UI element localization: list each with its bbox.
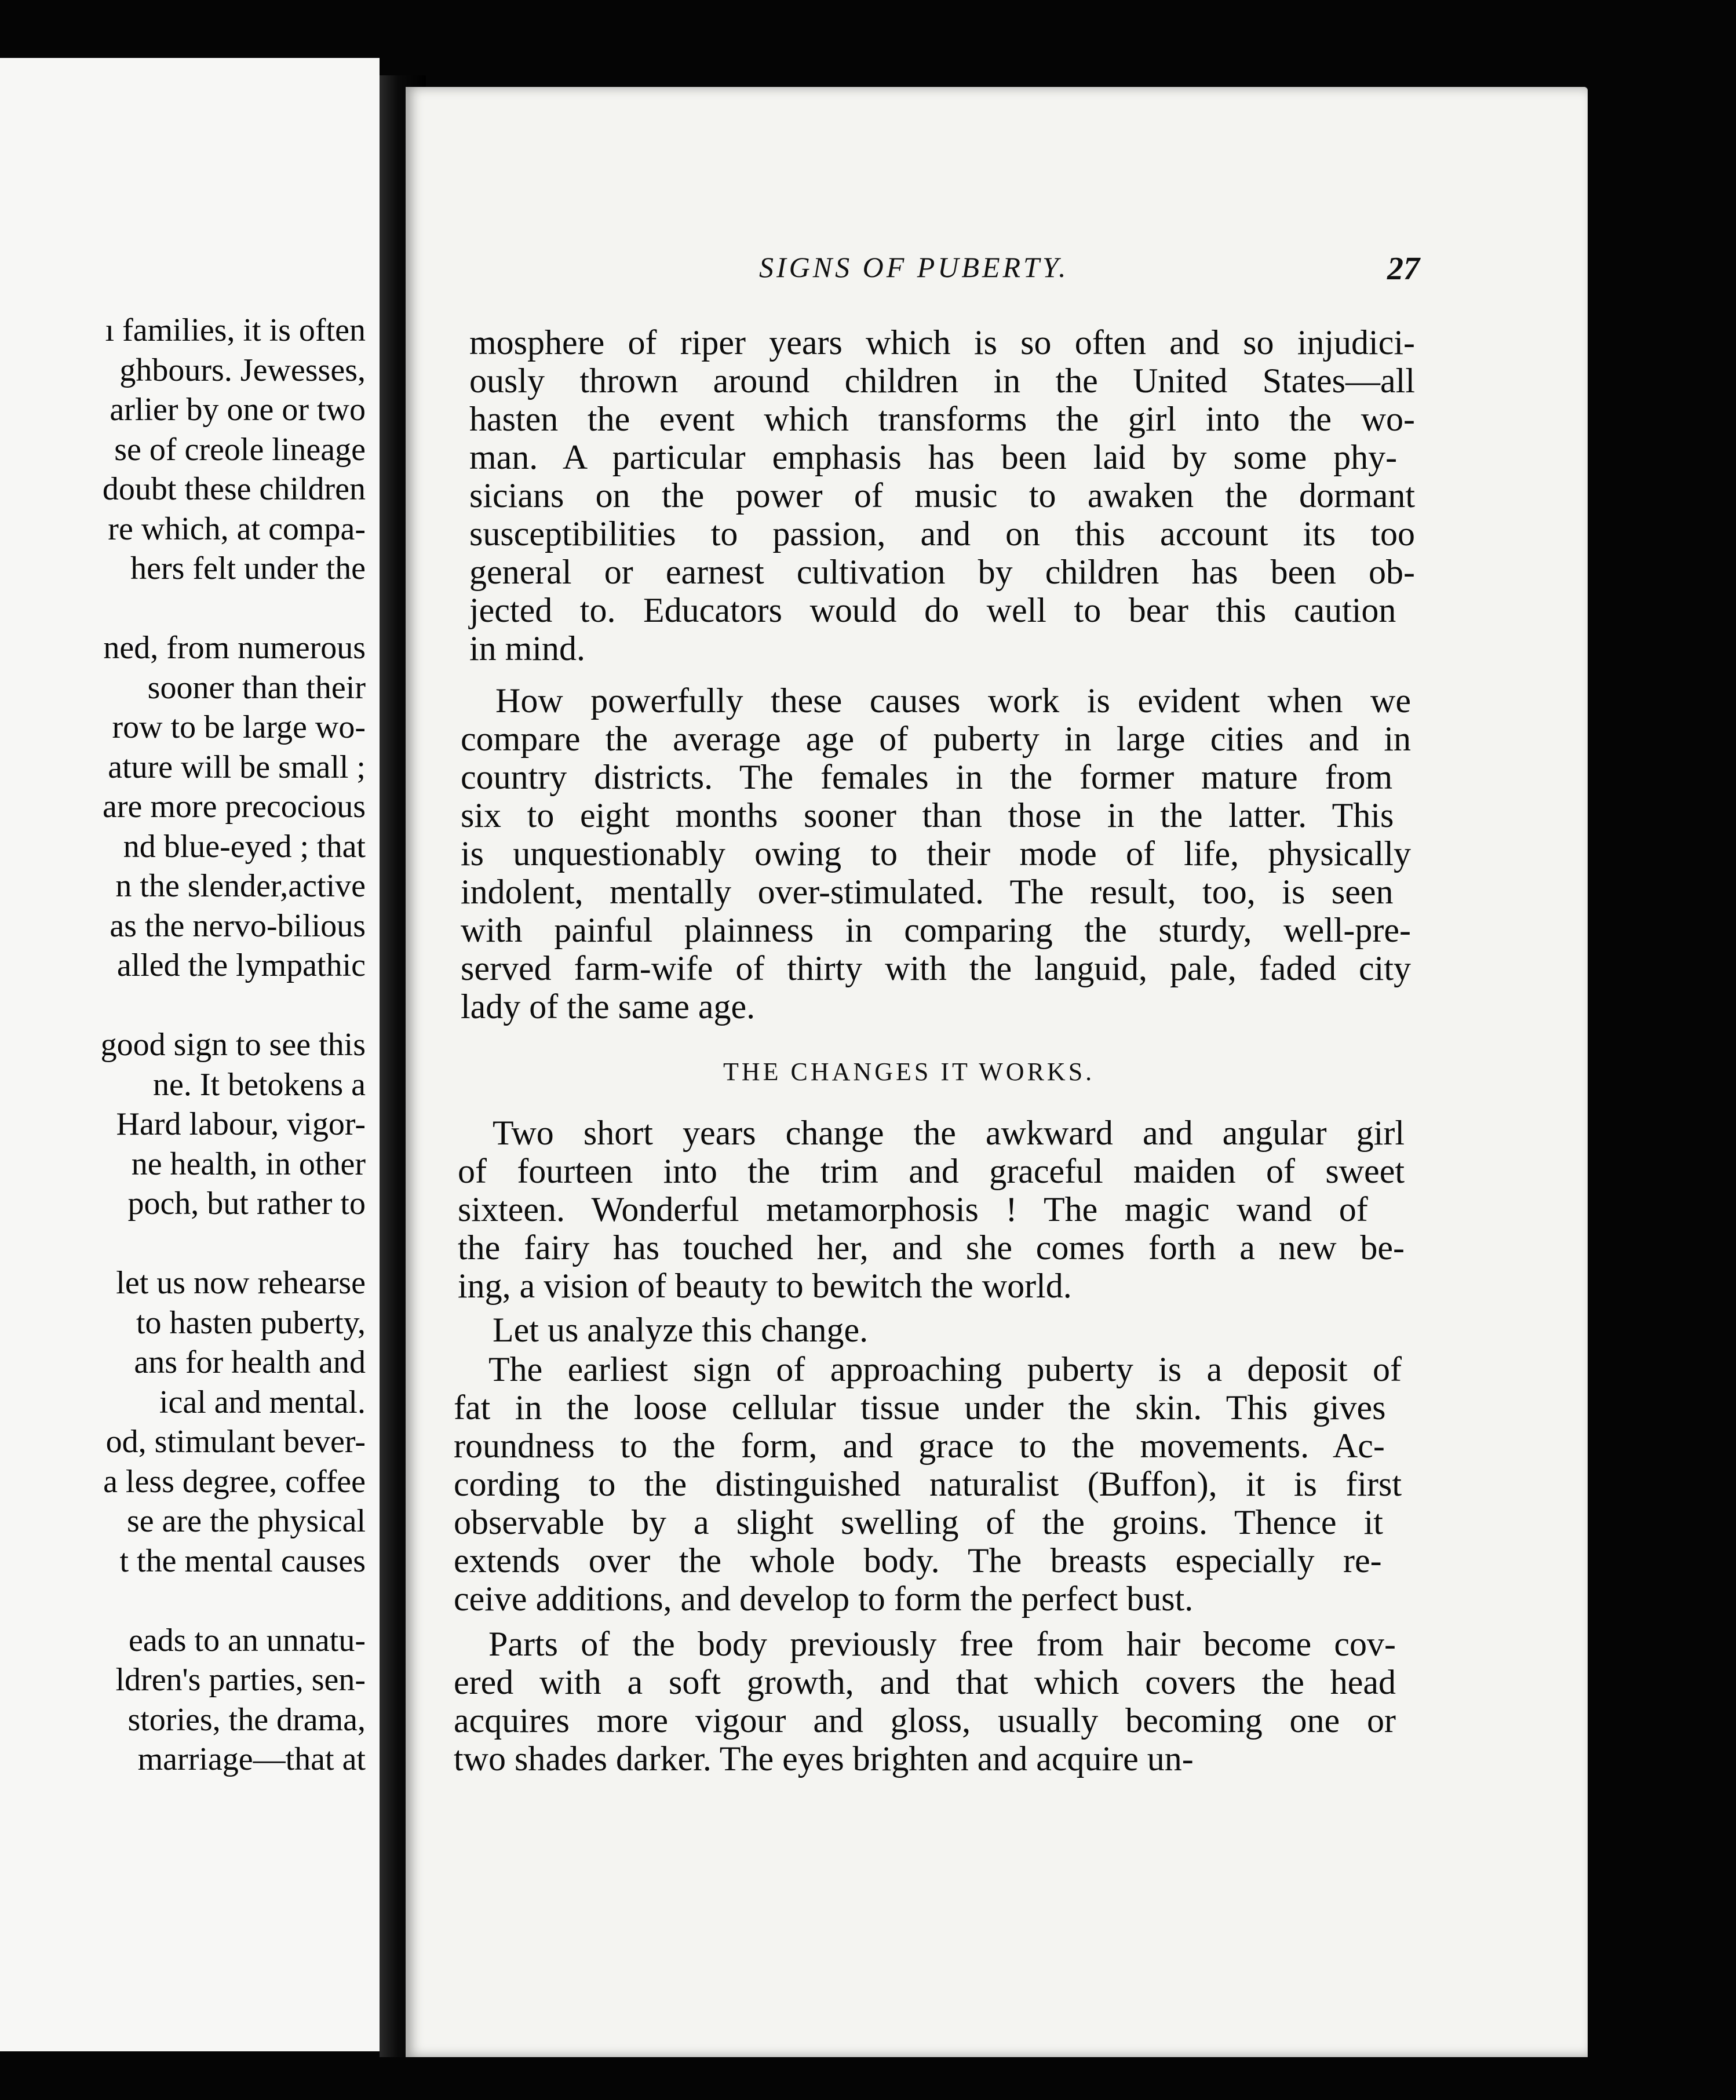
text-line: man. A particular emphasis has been laid by some phy-	[469, 438, 1398, 476]
left-text-line: sooner than their	[147, 669, 366, 706]
left-text-line: se are the physical	[126, 1503, 366, 1539]
left-text-line: to hasten puberty,	[136, 1304, 366, 1341]
text-line: fat in the loose cellular tissue under the skin. This gives	[454, 1388, 1386, 1427]
text-line: indolent, mentally over-stimulated. The result, too, is seen	[461, 873, 1394, 911]
left-text-line: ne health, in other	[131, 1146, 366, 1182]
left-text-line: hers felt under the	[130, 550, 366, 586]
left-text-line: are more precocious	[103, 789, 366, 825]
left-text-line: marriage—that at	[137, 1741, 366, 1777]
text-line: country districts. The females in the former mature from	[461, 758, 1393, 796]
text-line: with painful plainness in comparing the sturdy, well-pre-	[461, 911, 1411, 949]
text-line: lady of the same age.	[461, 987, 756, 1026]
text-line: is unquestionably owing to their mode of life, physically	[461, 834, 1411, 873]
text-line: of fourteen into the trim and graceful maiden of sweet	[458, 1152, 1405, 1190]
left-text-line: ans for health and	[134, 1344, 366, 1380]
left-text-line: row to be large wo-	[112, 709, 366, 745]
text-line: cording to the distinguished naturalist (Buffon), it is first	[454, 1465, 1402, 1503]
left-text-line: ghbours. Jewesses,	[119, 352, 366, 388]
running-title: SIGNS OF PUBERTY.	[759, 251, 1069, 283]
text-line: ously thrown around children in the United States—all	[469, 362, 1415, 400]
left-text-line: nd blue-eyed ; that	[123, 828, 366, 865]
left-text-line: a less degree, coffee	[103, 1463, 366, 1500]
left-text-line: ldren's parties, sen-	[115, 1662, 366, 1698]
left-text-line: ı families, it is often	[105, 312, 366, 348]
text-line: susceptibilities to passion, and on this account its too	[469, 515, 1415, 553]
left-text-line: se of creole lineage	[114, 431, 366, 468]
text-line: ered with a soft growth, and that which covers the head	[454, 1663, 1396, 1701]
text-line: Let us analyze this change.	[493, 1311, 869, 1349]
text-line: hasten the event which transforms the girl into the wo-	[469, 400, 1415, 438]
left-text-line: ned, from numerous	[103, 630, 366, 666]
left-text-line: n the slender,active	[115, 868, 366, 904]
left-text-line: alled the lympathic	[116, 947, 366, 983]
text-line: extends over the whole body. The breasts especially re-	[454, 1541, 1382, 1580]
page-number: 27	[1387, 251, 1420, 287]
left-page-fragment	[0, 58, 380, 2051]
section-title: THE CHANGES IT WORKS.	[723, 1058, 1095, 1086]
left-text-line: eads to an unnatu-	[129, 1622, 366, 1658]
text-line: compare the average age of puberty in large cities and in	[461, 720, 1411, 758]
left-text-line: as the nervo-bilious	[110, 907, 366, 944]
left-text-line: ical and mental.	[159, 1384, 366, 1420]
text-line: observable by a slight swelling of the groins. Thence it	[454, 1503, 1383, 1541]
left-text-line: ne. It betokens a	[153, 1066, 366, 1103]
text-line: mosphere of riper years which is so often and so injudici-	[469, 323, 1415, 362]
text-line: roundness to the form, and grace to the movements. Ac-	[454, 1427, 1385, 1465]
text-line: the fairy has touched her, and she comes forth a new be-	[458, 1228, 1405, 1267]
left-text-line: good sign to see this	[100, 1027, 366, 1063]
text-line: sicians on the power of music to awaken the dormant	[469, 476, 1415, 515]
text-line: The earliest sign of approaching puberty is a deposit of	[488, 1350, 1402, 1388]
left-text-line: Hard labour, vigor-	[116, 1106, 366, 1142]
text-line: ing, a vision of beauty to bewitch the world.	[458, 1267, 1072, 1305]
text-line: two shades darker. The eyes brighten and acquire un-	[454, 1740, 1194, 1778]
text-line: sixteen. Wonderful metamorphosis ! The magic wand of	[458, 1190, 1368, 1228]
left-text-line: re which, at compa-	[108, 511, 366, 547]
left-text-line: od, stimulant bever-	[105, 1424, 366, 1460]
left-text-line: arlier by one or two	[110, 392, 366, 428]
text-line: served farm-wife of thirty with the languid, pale, faded city	[461, 949, 1411, 987]
left-text-line: stories, the drama,	[127, 1701, 366, 1738]
text-line: How powerfully these causes work is evident when we	[495, 681, 1411, 720]
text-line: acquires more vigour and gloss, usually becoming one or	[454, 1701, 1396, 1740]
text-line: ceive additions, and develop to form the perfect bust.	[454, 1580, 1194, 1618]
left-text-line: doubt these children	[102, 471, 366, 507]
text-line: six to eight months sooner than those in the latter. This	[461, 796, 1394, 834]
text-line: in mind.	[469, 629, 586, 668]
left-text-line: let us now rehearse	[116, 1265, 366, 1301]
left-text-line: t the mental causes	[119, 1543, 366, 1579]
left-text-line: poch, but rather to	[127, 1186, 366, 1222]
text-line: Parts of the body previously free from hair become cov-	[488, 1625, 1396, 1663]
text-line: Two short years change the awkward and angular girl	[493, 1114, 1405, 1152]
text-line: general or earnest cultivation by children has been ob-	[469, 553, 1415, 591]
left-text-line: ature will be small ;	[108, 749, 366, 785]
text-line: jected to. Educators would do well to bear this caution	[469, 591, 1396, 629]
